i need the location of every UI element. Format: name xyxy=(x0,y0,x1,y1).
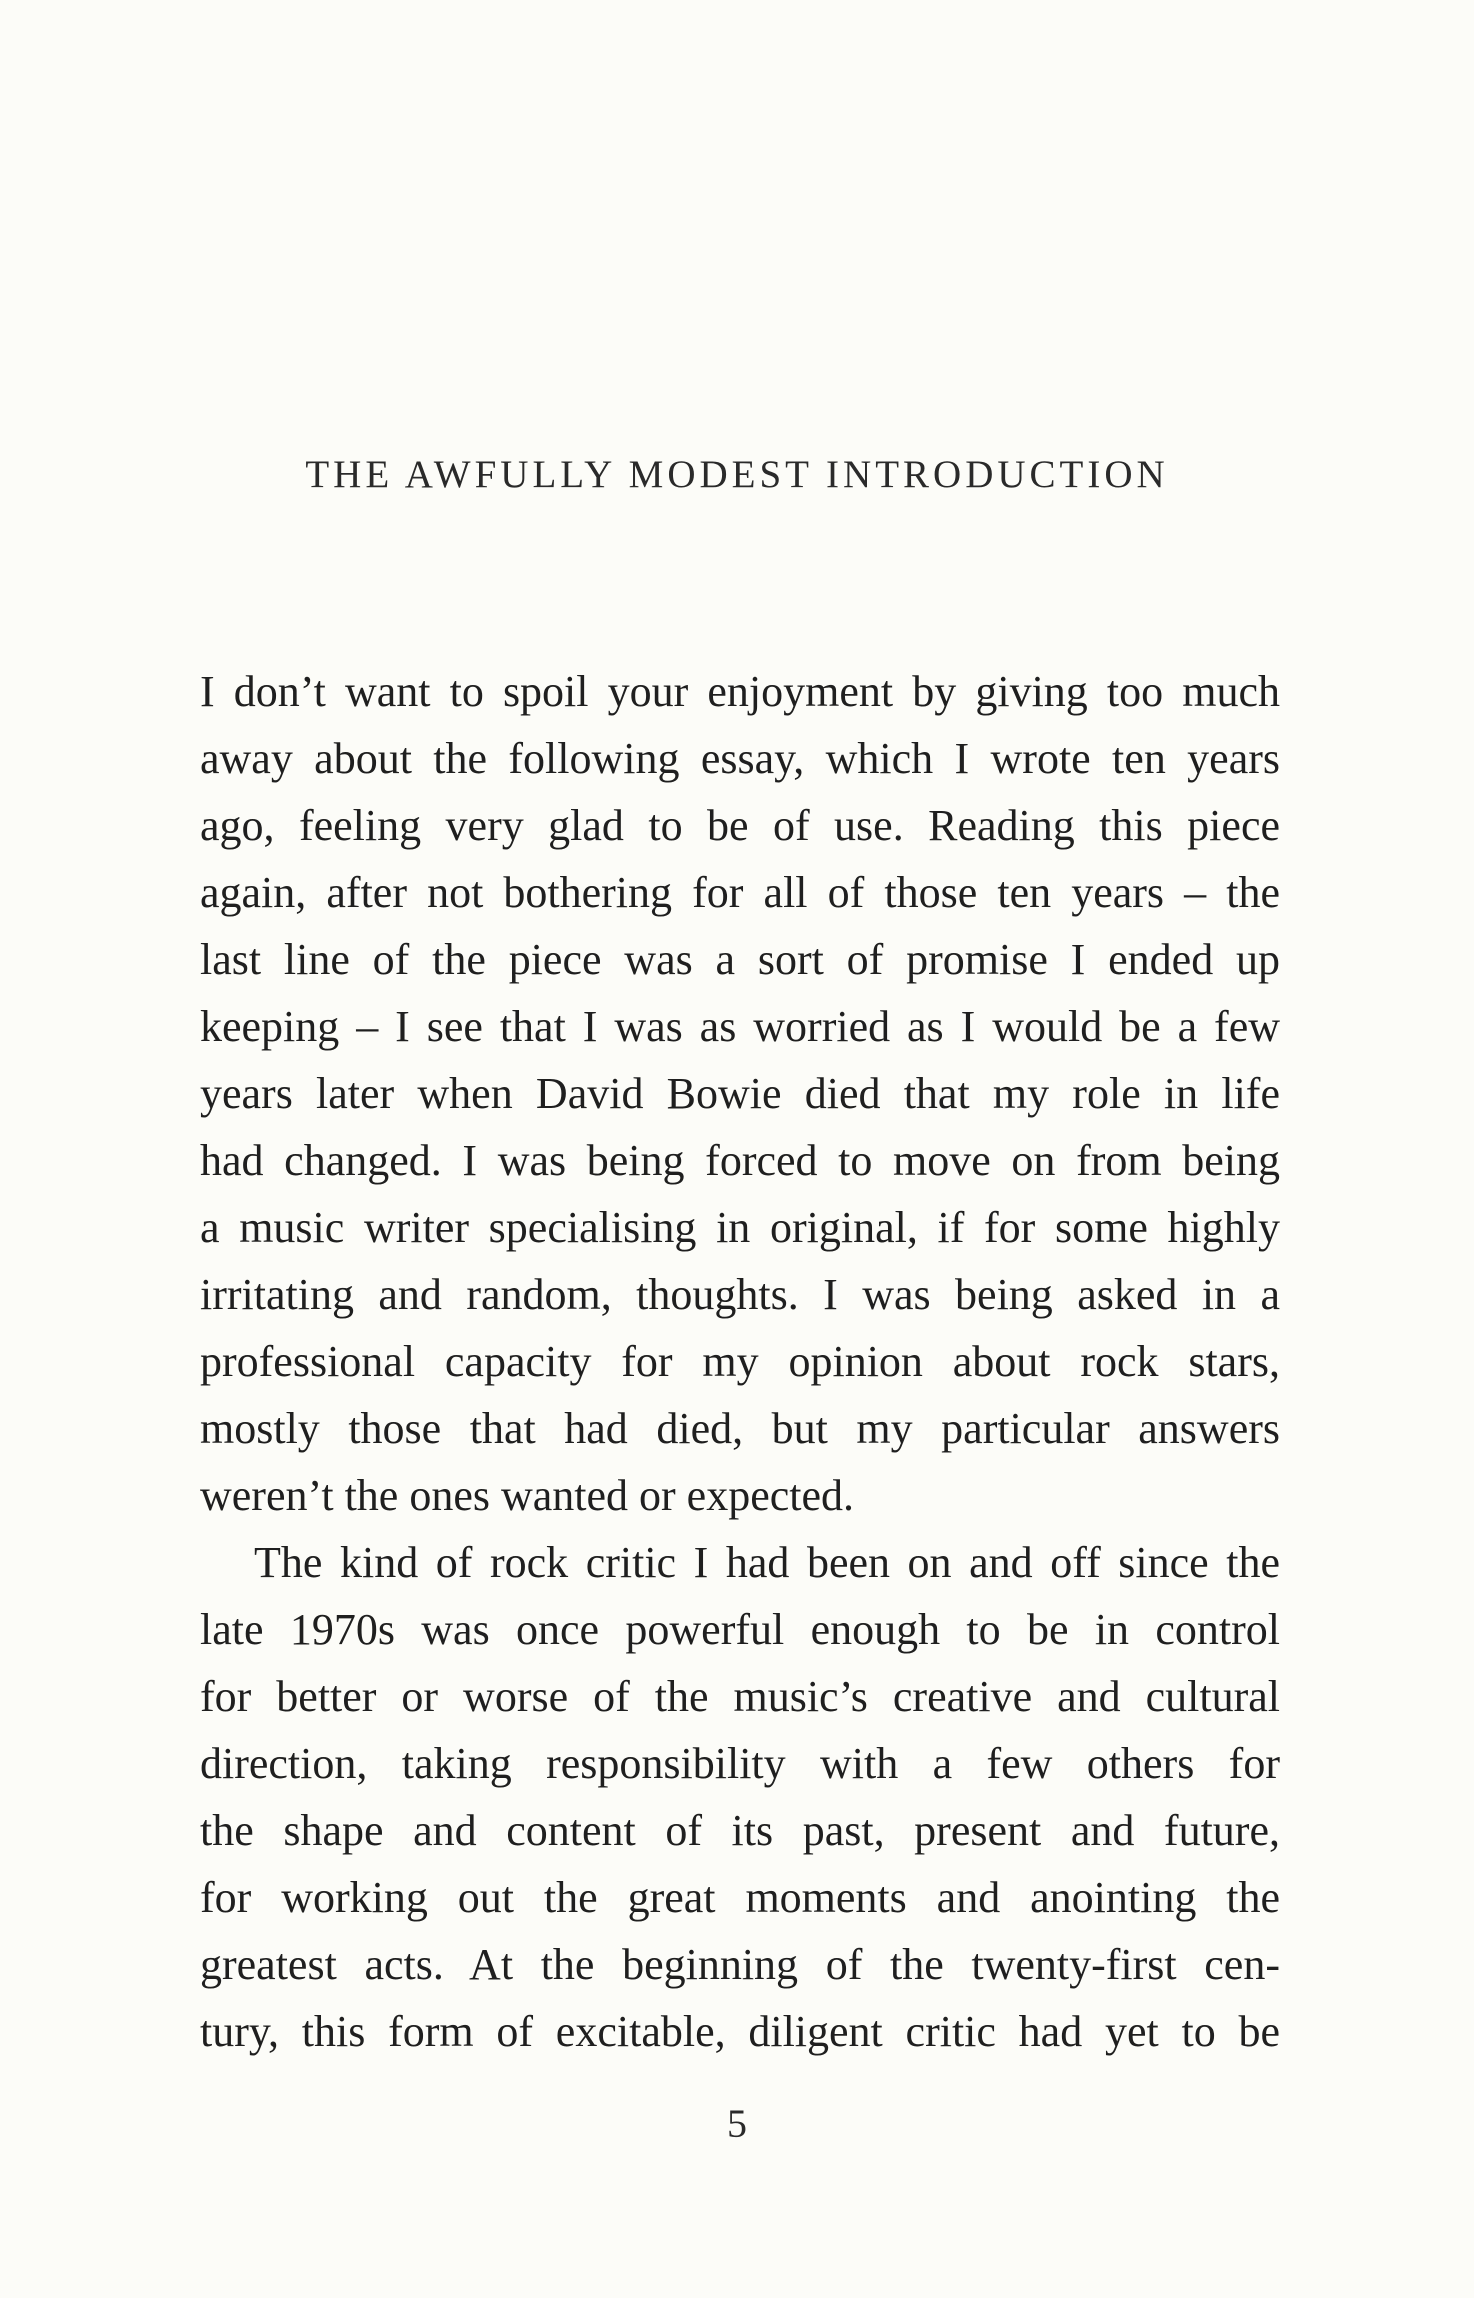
text-line: mostly those that had died, but my particular answers xyxy=(200,1404,1280,1453)
text-line: had changed. I was being forced to move on from being xyxy=(200,1136,1280,1185)
text-line: professional capacity for my opinion about rock stars, xyxy=(200,1337,1280,1386)
text-line: again, after not bothering for all of those ten years – the xyxy=(200,868,1280,917)
text-line: for working out the great moments and anointing the xyxy=(200,1873,1280,1922)
text-line: ago, feeling very glad to be of use. Reading this piece xyxy=(200,801,1280,850)
body-text xyxy=(200,658,1280,2065)
page-number: 5 xyxy=(727,2101,747,2146)
text-line: irritating and random, thoughts. I was being asked in a xyxy=(200,1270,1280,1319)
text-line: a music writer specialising in original, if for some highly xyxy=(200,1203,1280,1252)
text-line: I don’t want to spoil your enjoyment by giving too much xyxy=(200,667,1280,716)
text-line: years later when David Bowie died that my role in life xyxy=(200,1069,1280,1118)
text-line: for better or worse of the music’s creative and cultural xyxy=(200,1672,1280,1721)
text-line: weren’t the ones wanted or expected. xyxy=(200,1471,855,1520)
text-line: direction, taking responsibility with a few others for xyxy=(200,1739,1280,1788)
text-line: keeping – I see that I was as worried as I would be a few xyxy=(200,1002,1280,1051)
text-line: The kind of rock critic I had been on and off since the xyxy=(254,1538,1280,1587)
text-line: tury, this form of excitable, diligent critic had yet to be xyxy=(200,2007,1280,2056)
text-line: greatest acts. At the beginning of the twenty-first cen- xyxy=(200,1940,1280,1989)
paragraph-2 xyxy=(200,1529,1280,2065)
paragraph-1 xyxy=(200,658,1280,1529)
text-line: the shape and content of its past, present and future, xyxy=(200,1806,1280,1855)
chapter-title: THE AWFULLY MODEST INTRODUCTION xyxy=(305,453,1169,496)
text-line: away about the following essay, which I wrote ten years xyxy=(200,734,1280,783)
text-line: late 1970s was once powerful enough to be in control xyxy=(200,1605,1280,1654)
text-line: last line of the piece was a sort of promise I ended up xyxy=(200,935,1280,984)
